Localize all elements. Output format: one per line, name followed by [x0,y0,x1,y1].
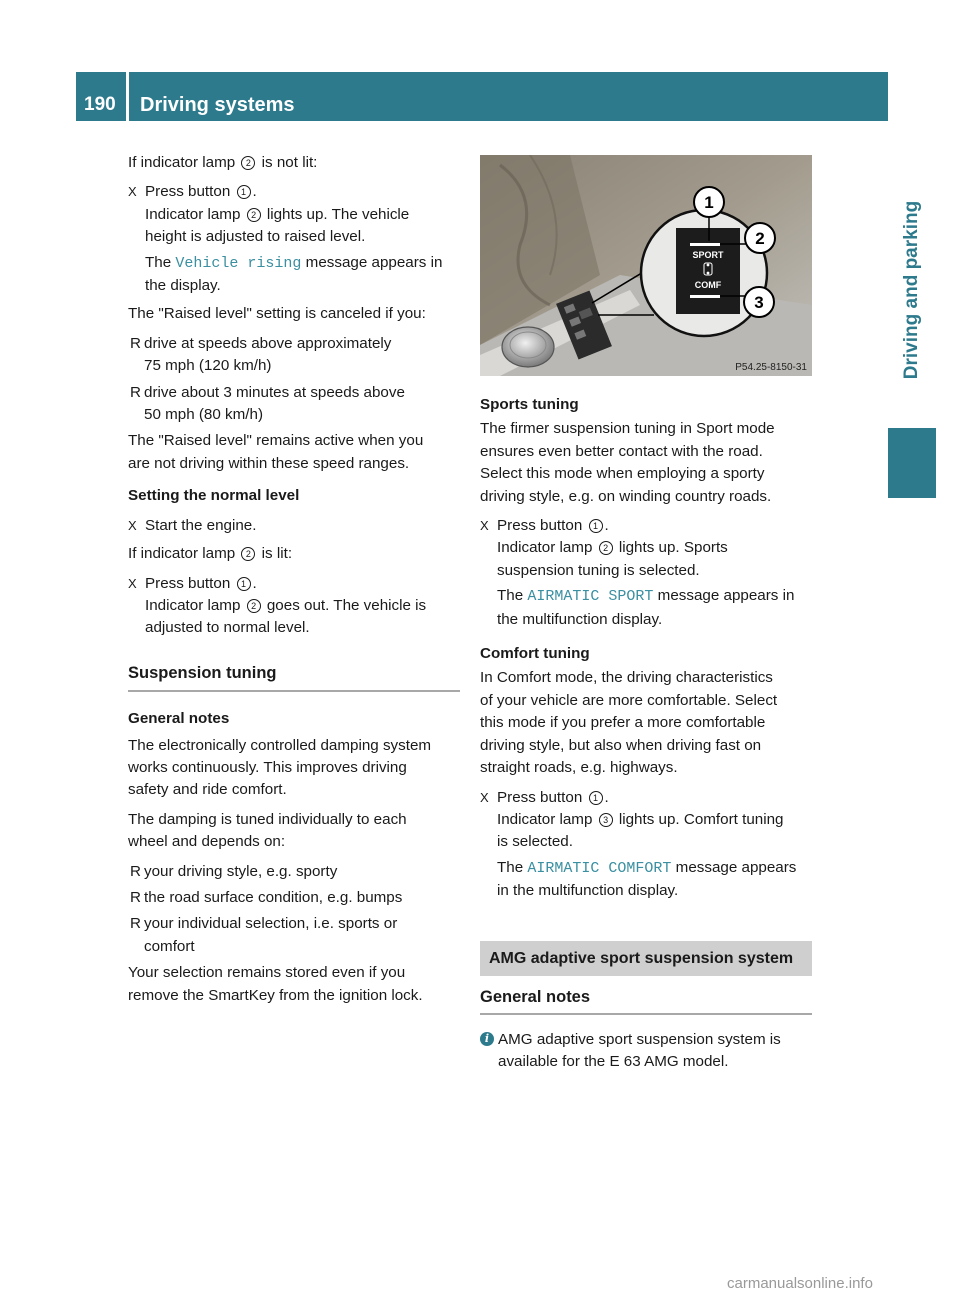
bullet-icon: R [130,334,141,352]
info-note: i AMG adaptive sport suspension system is available for the E 63 AMG model. [480,1029,812,1074]
figure-code: P54.25-8150-31 [735,362,807,373]
list-item: R drive at speeds above approximately 75 mph (120 km/h) [130,334,392,375]
list-item: R drive about 3 minutes at speeds above 50 mph (80 km/h) [130,383,405,424]
side-tab-label-wrap [888,200,936,380]
paragraph: If indicator lamp 2 is lit: [128,545,293,563]
paragraph: The firmer suspension tuning in Sport mode ensures even better contact with the road. Select this mode when employing a sporty driving style, e.g. on winding country roads. [480,420,775,505]
callout-2-icon: 2 [247,599,261,613]
list-item: R your individual selection, i.e. sports or comfort [130,915,398,955]
instruction-step: X Press button 1 . Indicator lamp 2 lights up. The vehicle height is adjusted to raised level. The Vehicle rising message appears in the display. [128,183,443,295]
figure-callout-3: 3 [754,293,764,312]
step-arrow-icon: X [480,789,489,805]
display-message: Vehicle rising [175,254,302,272]
callout-3-icon: 3 [599,813,613,827]
figure-comf-label: COMF [694,280,722,290]
amg-section-heading: AMG adaptive sport suspension system [480,941,812,976]
callout-2-icon: 2 [241,547,255,561]
subheading: General notes [128,710,230,728]
bullet-icon: R [130,888,141,906]
right-column [480,394,812,1074]
subsection-title: General notes [480,986,812,1015]
console-figure [480,155,812,376]
instruction-step: X Press button 1 . Indicator lamp 3 lights up. Comfort tuning is selected. The AIRMATIC COMFORT message appears in the multifunction display. [480,788,797,900]
side-tab-block [888,428,936,498]
subheading: Sports tuning [480,396,579,413]
step-arrow-icon: X [480,518,489,534]
step-arrow-icon: X [128,184,137,200]
console-illustration [480,155,812,376]
paragraph: The "Raised level" remains active when you are not driving within these speed ranges. [128,432,424,472]
callout-2-icon: 2 [599,541,613,555]
paragraph: The damping is tuned individually to each wheel and depends on: [128,810,407,851]
callout-1-icon: 1 [237,185,251,199]
step-arrow-icon: X [128,575,137,591]
callout-1-icon: 1 [589,791,603,805]
subheading: Setting the normal level [128,487,300,505]
paragraph: The "Raised level" setting is canceled if you: [128,305,426,323]
header-separator [126,72,129,121]
instruction-step: X Start the engine. [128,515,460,537]
figure-callout-2: 2 [755,229,765,248]
footer-watermark: carmanualsonline.info [727,1275,873,1292]
callout-2-icon: 2 [247,208,261,222]
paragraph: The electronically controlled damping system works continuously. This improves driving safety and ride comfort. [128,736,432,799]
instruction-step: X Press button 1 . Indicator lamp 2 goes out. The vehicle is adjusted to normal level. [128,574,427,637]
info-icon: i [480,1032,494,1046]
display-message: AIRMATIC SPORT [527,588,654,606]
display-message: AIRMATIC COMFORT [527,859,672,877]
section-title: Suspension tuning [128,662,460,692]
paragraph: In Comfort mode, the driving characteristics of your vehicle are more comfortable. Select this mode if you prefer a more comfortable driving style, but also when driving fast on straight roads, e.g. highways. [480,669,778,777]
figure-callout-1: 1 [704,193,714,212]
callout-2-icon: 2 [241,156,255,170]
page-number: 190 [84,94,116,115]
bullet-icon: R [130,383,141,401]
subheading: Comfort tuning [480,645,590,663]
callout-1-icon: 1 [237,577,251,591]
callout-1-icon: 1 [589,519,603,533]
bullet-icon: R [130,915,141,933]
paragraph: If indicator lamp 2 is not lit: [128,154,318,171]
paragraph: Your selection remains stored even if you remove the SmartKey from the ignition lock. [128,964,423,1004]
instruction-step: X Press button 1 . Indicator lamp 2 lights up. Sports suspension tuning is selected. The AIRMATIC SPORT message appears in the multifunction display. [480,517,795,628]
page-title: Driving systems [140,94,295,116]
figure-sport-label: SPORT [692,250,724,260]
list-item: R the road surface condition, e.g. bumps [128,887,460,909]
bullet-icon: R [130,862,141,880]
step-arrow-icon: X [128,517,137,533]
left-column [128,152,460,1014]
list-item: R your driving style, e.g. sporty [128,861,460,883]
side-tab-label: Driving and parking [901,200,922,380]
